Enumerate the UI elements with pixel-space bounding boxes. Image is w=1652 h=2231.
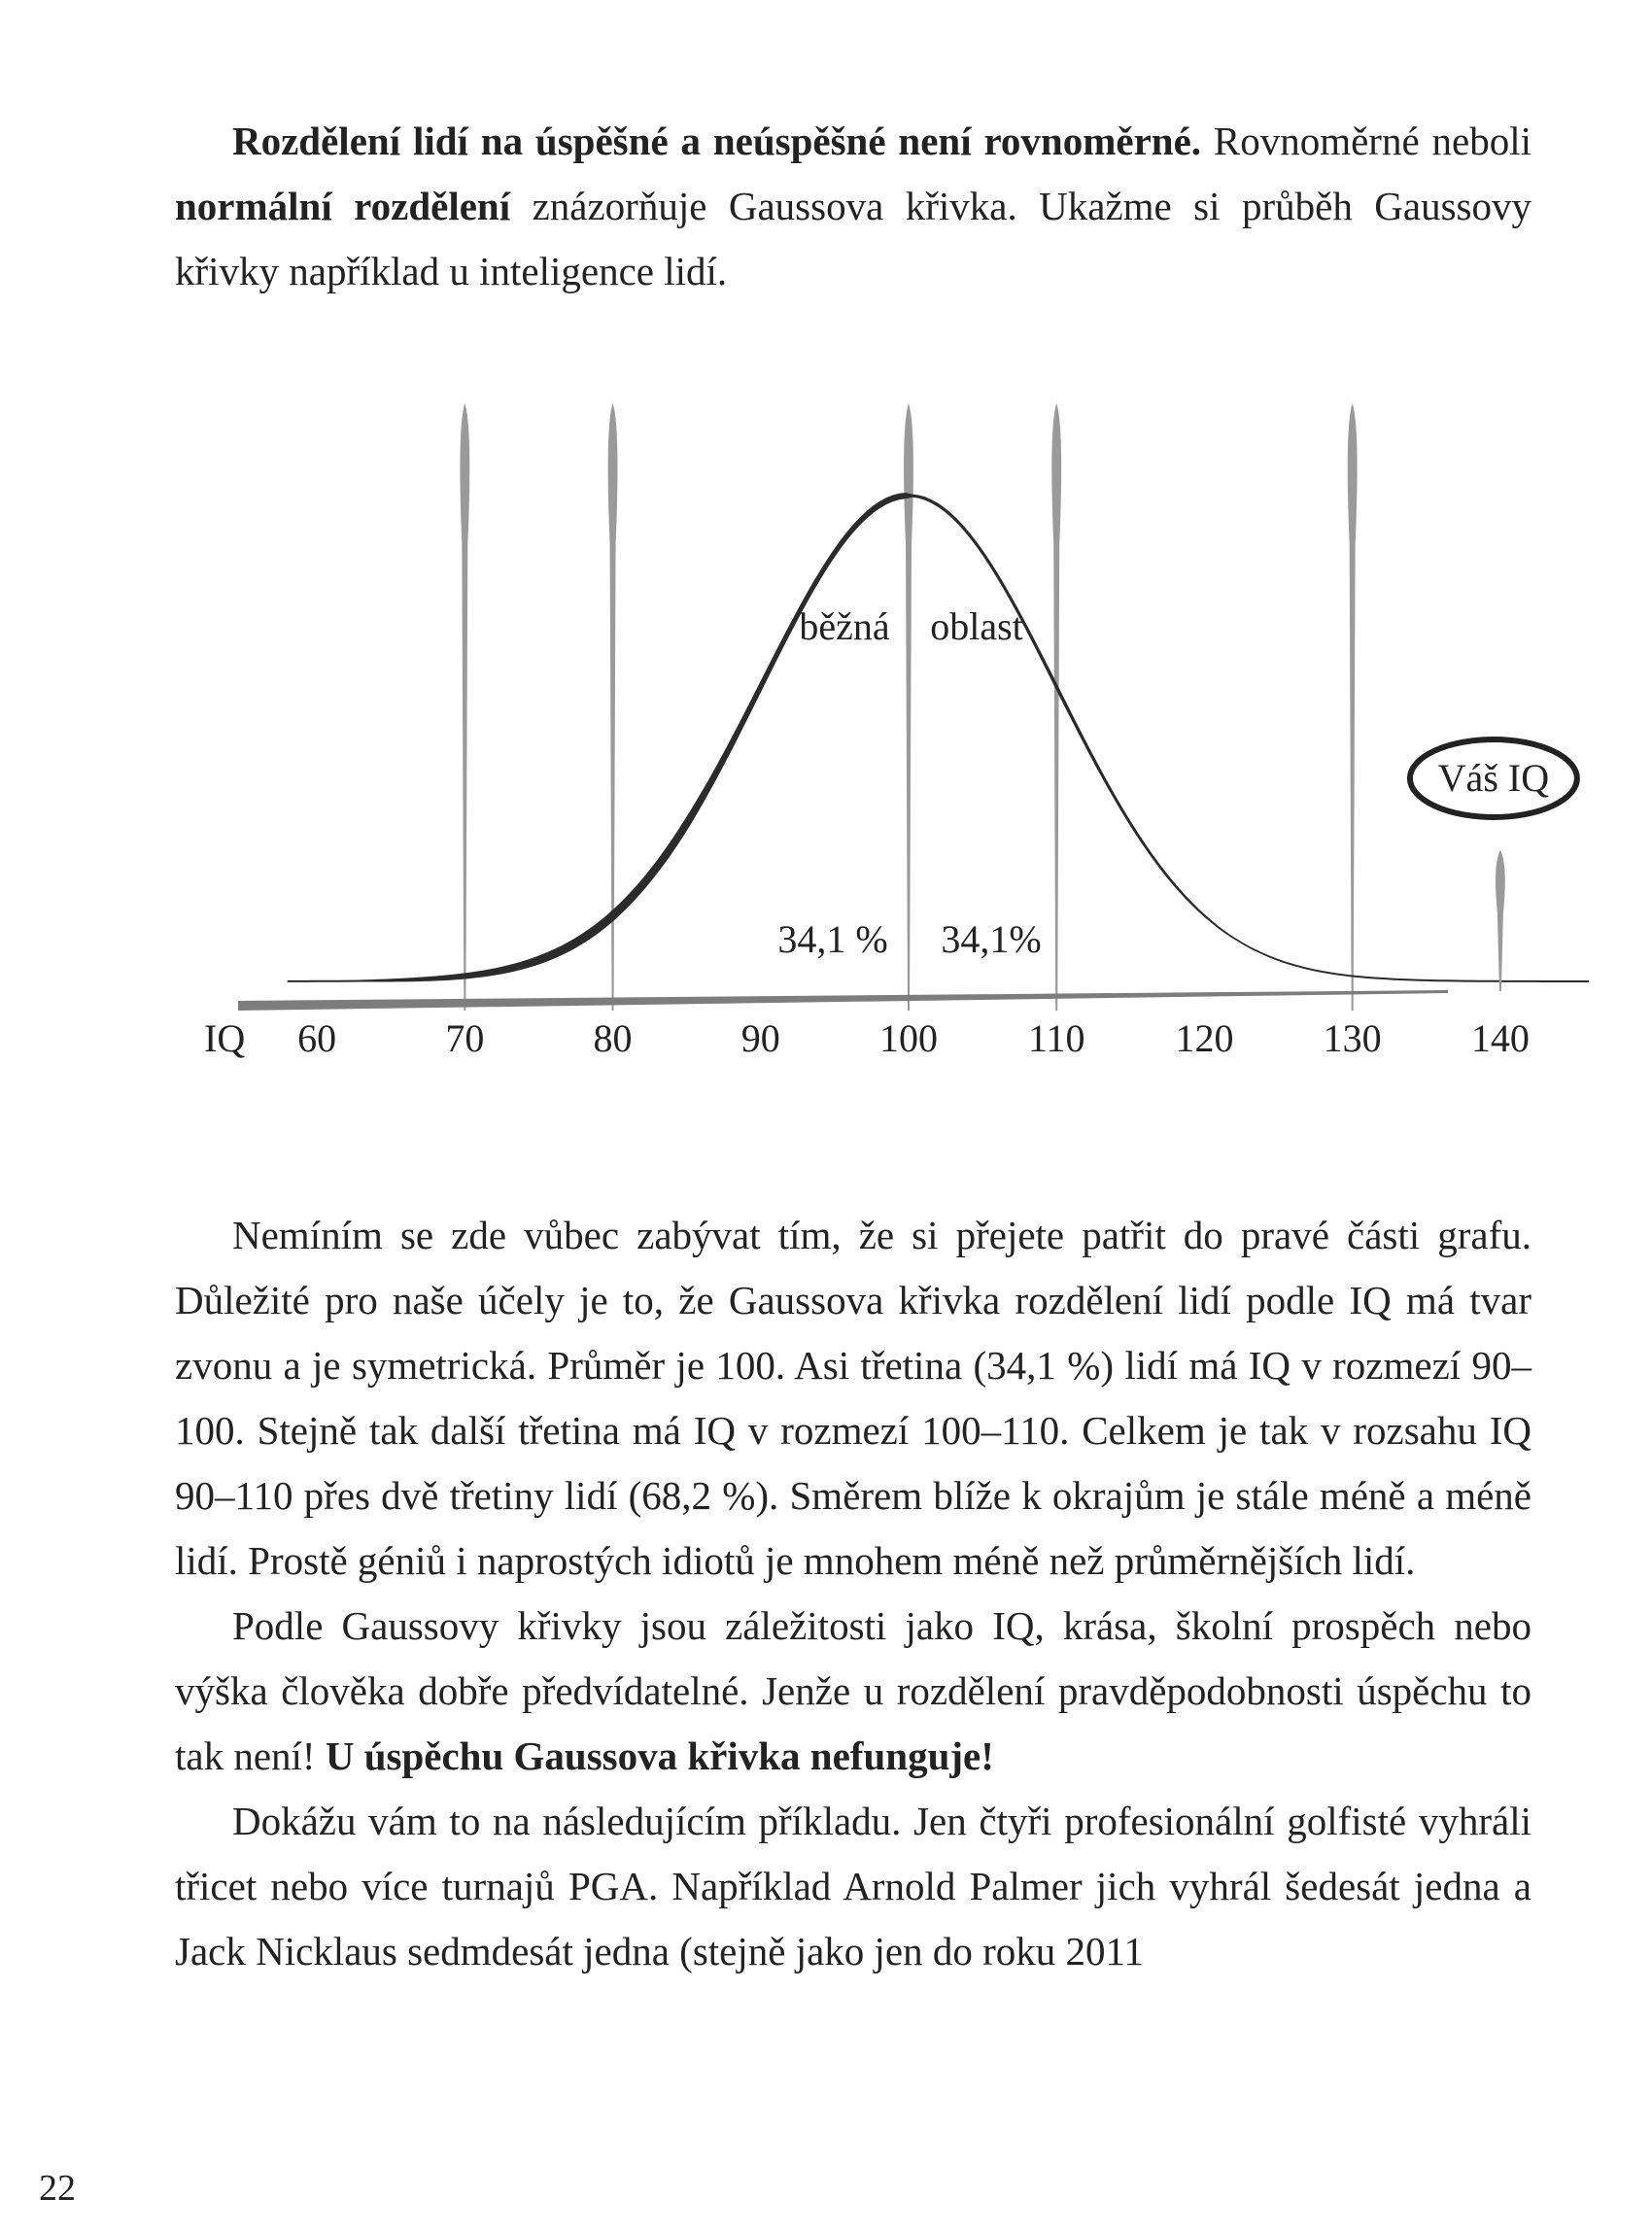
percent-label-left: 34,1 % [777, 917, 888, 961]
page-number: 22 [39, 2168, 76, 2209]
tick-label-80: 80 [593, 1016, 633, 1060]
x-axis-label: IQ [204, 1016, 246, 1060]
intro-bold-lead: Rozdělení lidí na úspěšné a neúspěšné není rovnoměrné. [232, 119, 1202, 163]
tick-label-130: 130 [1323, 1016, 1382, 1060]
intro-bold-term: normální rozdělení [175, 184, 511, 228]
tick-label-140: 140 [1470, 1016, 1530, 1060]
body-text [175, 1203, 1532, 1984]
paragraph-2-bold: U úspěchu Gaussova křivka nefunguje! [325, 1733, 994, 1778]
paragraph-3: Dokážu vám to na následujícím příkladu. Jen čtyři profesionální golfisté vyhráli třicet nebo více turnajů PGA. Například Arnold Palmer jich vyhrál šedesát jedna a Jack Nicklaus sedmdesát jedna (stejně jako jen do roku 2011 [175, 1799, 1532, 1974]
tick-label-70: 70 [445, 1016, 485, 1060]
x-axis-line [238, 990, 1448, 1011]
paragraph-2 [175, 1594, 1532, 1789]
percent-label-right: 34,1% [941, 917, 1042, 961]
tick-label-90: 90 [740, 1016, 780, 1060]
paragraph-2-text: Podle Gaussovy křivky jsou záležitosti jako IQ, krása, školní prospěch nebo výška člověka dobře předvídatelné. Jenže u rozdělení pravděpodobnosti úspěchu to tak není! [175, 1603, 1532, 1778]
your-iq-marker [1496, 850, 1505, 991]
sigma-line-70 [460, 403, 469, 1011]
intro-text-1: Rovnoměrné neboli [1201, 119, 1532, 163]
tick-label-110: 110 [1027, 1016, 1085, 1060]
tick-label-120: 120 [1175, 1016, 1234, 1060]
gauss-curve [288, 493, 1590, 982]
tick-label-60: 60 [297, 1016, 337, 1060]
callout-label: Váš IQ [1437, 756, 1550, 800]
intro-paragraph [175, 109, 1532, 304]
sigma-line-110 [1051, 403, 1061, 1011]
tick-label-100: 100 [879, 1016, 938, 1060]
region-label-left: běžná [799, 604, 890, 648]
intro-text-2: znázorňuje Gaussova křivka. Ukažme si průběh Gaussovy křivky například u inteligence lidí. [175, 184, 1532, 293]
gauss-chart [0, 369, 1652, 1127]
paragraph-1: Nemíním se zde vůbec zabývat tím, že si přejete patřit do pravé části grafu. Důležité pro naše účely je to, že Gaussova křivka rozdělení lidí podle IQ má tvar zvonu a je symetrická. Průměr je 100. Asi třetina (34,1 %) lidí má IQ v rozmezí 90–100. Stejně tak další třetina má IQ v rozmezí 100–110. Celkem je tak v rozsahu IQ 90–110 přes dvě třetiny lidí (68,2 %). Směrem blíže k okrajům je stále méně a méně lidí. Prostě géniů i naprostých idiotů je mnohem méně než průměrnějších lidí. [175, 1213, 1532, 1583]
sigma-line-130 [1348, 403, 1358, 1011]
x-axis-ticks [297, 1016, 1530, 1060]
region-label-right: oblast [930, 604, 1023, 648]
